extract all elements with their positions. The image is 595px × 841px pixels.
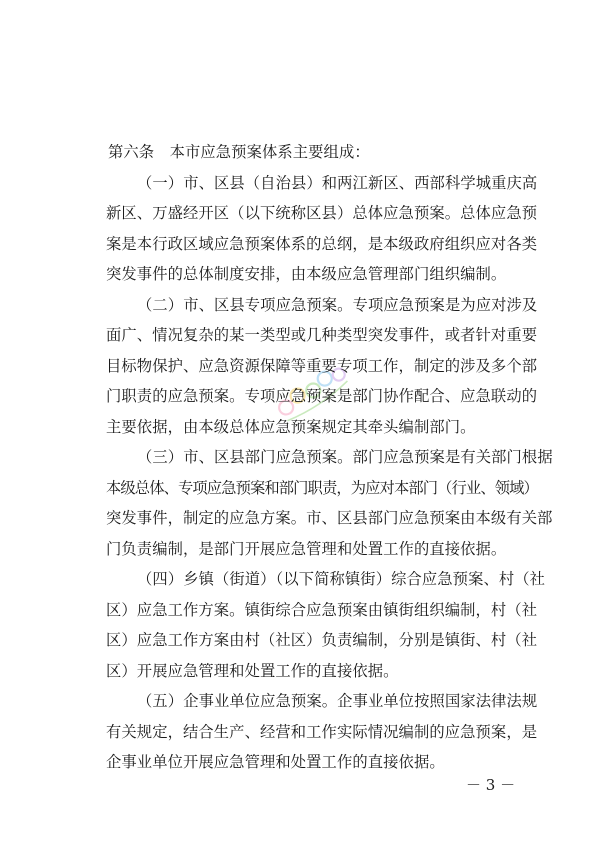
text-line: 有关规定，结合生产、经营和工作实际情况编制的应急预案，是 <box>106 722 538 741</box>
text-line: 新区、万盛经开区（以下统称区县）总体应急预案。总体应急预 <box>106 204 538 222</box>
text-line: （三）市、区县部门应急预案。部门应急预案是有关部门根据 <box>137 448 553 466</box>
paragraph-5 <box>106 686 538 778</box>
paragraph-4 <box>106 564 546 686</box>
text-line: 主要依据，由本级总体应急预案规定其牵头编制部门。 <box>106 417 476 436</box>
text-line: （二）市、区县专项应急预案。专项应急预案是为应对涉及 <box>137 295 538 314</box>
text-line: （一）市、区县（自治县）和两江新区、西部科学城重庆高 <box>137 173 538 192</box>
text-line: 区）应急工作方案。镇街综合应急预案由镇街组织编制，村（社 <box>106 600 538 619</box>
text-line: （五）企事业单位应急预案。企事业单位按照国家法律法规 <box>137 692 538 710</box>
article-heading: 第六条 本市应急预案体系主要组成： <box>108 143 370 161</box>
document-body <box>106 137 553 778</box>
text-line: 区）应急工作方案由村（社区）负责编制，分别是镇街、村（社 <box>106 631 538 649</box>
text-line: 本级总体、专项应急预案和部门职责，为应对本部门（行业、领域） <box>106 478 538 497</box>
text-line: 案是本行政区域应急预案体系的总纲，是本级政府组织应对各类 <box>106 234 538 253</box>
text-line: 突发事件的总体制度安排，由本级应急管理部门组织编制。 <box>106 265 507 283</box>
text-line: （四）乡镇（街道）（以下简称镇街）综合应急预案、村（社 <box>137 570 546 588</box>
text-line: 突发事件，制定的应急方案。市、区县部门应急预案由本级有关部 <box>106 509 553 527</box>
paragraph-1 <box>106 168 538 290</box>
paragraph-2 <box>106 290 538 443</box>
text-line: 区）开展应急管理和处置工作的直接依据。 <box>106 661 399 680</box>
paragraph-3 <box>106 442 553 564</box>
text-line: 企事业单位开展应急管理和处置工作的直接依据。 <box>106 753 445 771</box>
page-number: － 3 － <box>466 776 516 794</box>
text-line: 门职责的应急预案。专项应急预案是部门协作配合、应急联动的 <box>106 387 538 405</box>
text-line: 面广、情况复杂的某一类型或几种类型突发事件，或者针对重要 <box>106 326 538 344</box>
text-line: 目标物保护、应急资源保障等重要专项工作，制定的涉及多个部 <box>106 356 538 375</box>
text-line: 门负责编制，是部门开展应急管理和处置工作的直接依据。 <box>106 539 507 558</box>
